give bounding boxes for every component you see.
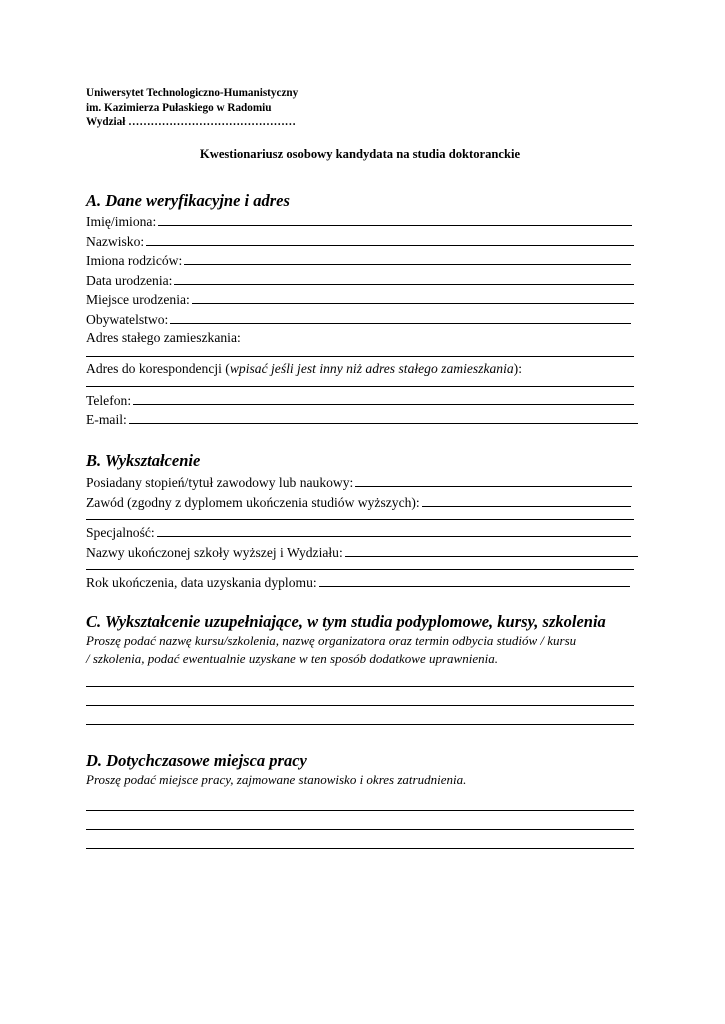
- supplementary-education-line-3[interactable]: [86, 724, 634, 725]
- profession-label: Zawód (zgodny z dyplomem ukończenia studiów wyższych):: [86, 494, 420, 510]
- parents-names-label: Imiona rodziców:: [86, 253, 183, 269]
- section-d-note: Proszę podać miejsce pracy, zajmowane stanowisko i okres zatrudnienia.: [86, 772, 467, 788]
- correspondence-address-label: [86, 359, 641, 379]
- section-a: [86, 191, 641, 429]
- first-names-field[interactable]: [86, 211, 632, 231]
- first-names-label: Imię/imiona:: [86, 214, 157, 230]
- employment-line-3[interactable]: [86, 848, 634, 849]
- graduation-line[interactable]: [319, 585, 630, 587]
- surname-line[interactable]: [146, 244, 634, 246]
- school-label: Nazwy ukończonej szkoły wyższej i Wydziału:: [86, 544, 343, 560]
- university-name: Uniwersytet Technologiczno-Humanistyczny: [86, 87, 299, 99]
- section-c-heading: C. Wykształcenie uzupełniające, w tym studia podyplomowe, kursy, szkolenia: [86, 612, 606, 632]
- section-b-heading: B. Wykształcenie: [86, 451, 201, 471]
- permanent-address-label: Adres stałego zamieszkania:: [86, 330, 241, 346]
- birth-date-field[interactable]: [86, 269, 634, 289]
- citizenship-line[interactable]: [170, 322, 631, 324]
- birth-date-label: Data urodzenia:: [86, 272, 173, 288]
- supplementary-education-line-2[interactable]: [86, 705, 634, 706]
- section-a-heading: A. Dane weryfikacyjne i adres: [86, 190, 290, 210]
- document-title: Kwestionariusz osobowy kandydata na studia doktoranckie: [199, 146, 521, 161]
- school-line[interactable]: [345, 555, 638, 557]
- section-d: [86, 751, 641, 849]
- section-c-note-line1: Proszę podać nazwę kursu/szkolenia, nazwę organizatora oraz termin odbycia studiów / kursu: [86, 633, 577, 649]
- graduation-field[interactable]: [86, 572, 630, 592]
- school-extra-line[interactable]: [86, 569, 634, 570]
- parents-names-line[interactable]: [184, 263, 631, 265]
- graduation-label: Rok ukończenia, data uzyskania dyplomu:: [86, 575, 317, 591]
- birth-place-field[interactable]: [86, 289, 634, 309]
- correspondence-label-start: Adres do korespondencji (: [86, 360, 230, 376]
- citizenship-label: Obywatelstwo:: [86, 312, 169, 328]
- birth-date-line[interactable]: [174, 283, 634, 285]
- correspondence-address-line[interactable]: [86, 386, 634, 387]
- employment-line-2[interactable]: [86, 829, 634, 830]
- profession-line[interactable]: [422, 505, 631, 507]
- citizenship-field[interactable]: [86, 308, 631, 328]
- document-header: [86, 86, 641, 130]
- surname-field[interactable]: [86, 230, 634, 250]
- parents-names-field[interactable]: [86, 250, 631, 270]
- degree-line[interactable]: [355, 485, 632, 487]
- questionnaire-page: [86, 86, 641, 849]
- permanent-address-line[interactable]: [86, 356, 634, 357]
- school-field[interactable]: [86, 541, 638, 561]
- profession-field[interactable]: [86, 491, 631, 511]
- supplementary-education-line-1[interactable]: [86, 686, 634, 687]
- surname-label: Nazwisko:: [86, 233, 145, 249]
- specialty-label: Specjalność:: [86, 525, 155, 541]
- section-b: [86, 451, 641, 591]
- email-line[interactable]: [129, 422, 638, 424]
- specialty-line[interactable]: [157, 535, 631, 537]
- degree-field[interactable]: [86, 471, 632, 491]
- correspondence-label-note: wpisać jeśli jest inny niż adres stałego zamieszkania: [229, 360, 514, 376]
- birth-place-line[interactable]: [192, 302, 634, 304]
- phone-label: Telefon:: [86, 392, 132, 408]
- section-d-heading: D. Dotychczasowe miejsca pracy: [86, 751, 307, 771]
- specialty-field[interactable]: [86, 522, 631, 542]
- first-names-line[interactable]: [158, 224, 632, 226]
- faculty-line: Wydział ………………………………………: [86, 116, 296, 128]
- section-c-note-line2: / szkolenia, podać ewentualnie uzyskane w ten sposób dodatkowe uprawnienia.: [86, 651, 498, 667]
- section-c: [86, 612, 641, 725]
- phone-field[interactable]: [86, 389, 634, 409]
- phone-line[interactable]: [133, 403, 634, 405]
- email-field[interactable]: [86, 409, 638, 429]
- degree-label: Posiadany stopień/tytuł zawodowy lub naukowy:: [86, 475, 354, 491]
- university-patron: im. Kazimierza Pułaskiego w Radomiu: [86, 101, 272, 114]
- email-label: E-mail:: [86, 412, 127, 428]
- birth-place-label: Miejsce urodzenia:: [86, 292, 190, 308]
- correspondence-label-end: ):: [513, 360, 522, 376]
- profession-extra-line[interactable]: [86, 519, 634, 520]
- employment-line-1[interactable]: [86, 810, 634, 811]
